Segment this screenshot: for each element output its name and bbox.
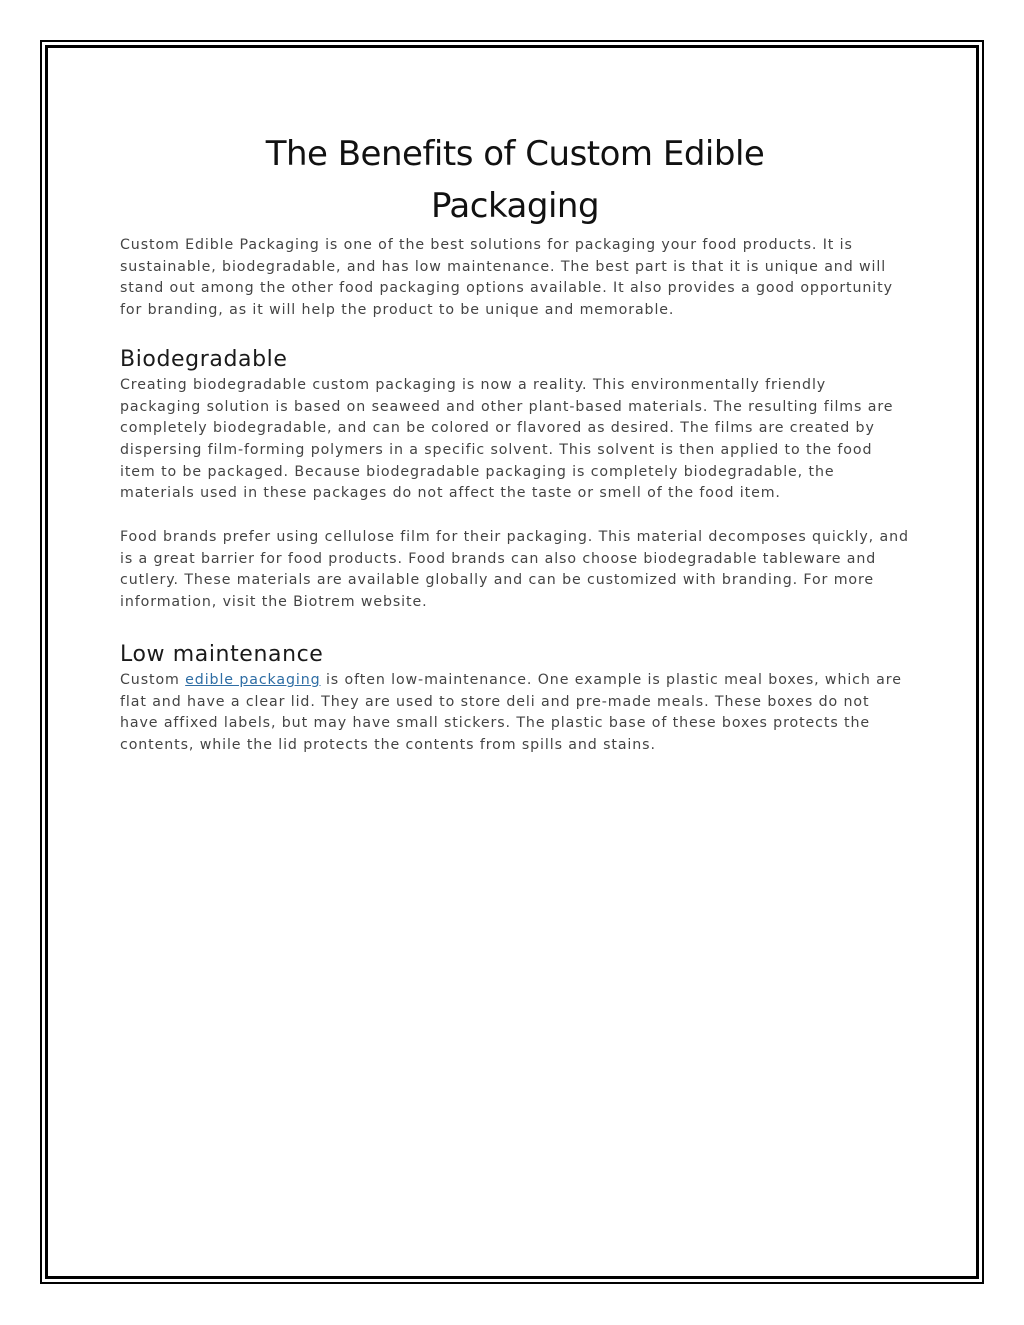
biodegradable-paragraph-1: Creating biodegradable custom packaging is now a reality. This environmentally friendly packaging solution is based on seaweed and other plant-based materials. The resulting films are completely biodegradable, and can be colored or flavored as desired. The films are created by dispersing film-forming polymers in a specific solvent. This solvent is then applied to the food item to be packaged. Because biodegradable packaging is completely biodegradable, the materials used in these packages do not affect the taste or smell of the food item. <box>120 376 894 502</box>
document-content <box>120 128 910 757</box>
title-line-1: The Benefits of Custom Edible <box>265 134 765 174</box>
intro-paragraph: Custom Edible Packaging is one of the best solutions for packaging your food products. It is sustainable, biodegradable, and has low maintenance. The best part is that it is unique and will stand out among the other food packaging options available. It also provides a good opportunity for branding, as it will help the product to be unique and memorable. <box>120 237 893 319</box>
section-heading-low-maintenance: Low maintenance <box>120 641 324 667</box>
document-title <box>120 128 910 232</box>
low-maintenance-text-suffix: is often low-maintenance. One example is plastic meal boxes, which are flat and have a clear lid. They are used to store deli and pre-made meals. These boxes do not have affixed labels, but may have small stickers. The plastic base of these boxes protects the contents, while the lid protects the contents from spills and stains. <box>120 671 902 753</box>
low-maintenance-text-prefix: Custom <box>120 671 186 688</box>
biodegradable-paragraph-2: Food brands prefer using cellulose film for their packaging. This material decomposes quickly, and is a great barrier for food products. Food brands can also choose biodegradable tableware and cutlery. These materials are available globally and can be customized with branding. For more information, visit the Biotrem website. <box>120 529 909 611</box>
title-line-2: Packaging <box>430 186 600 226</box>
low-maintenance-paragraph <box>120 670 910 757</box>
edible-packaging-link[interactable]: edible packaging <box>185 671 321 688</box>
section-heading-biodegradable: Biodegradable <box>120 346 288 372</box>
